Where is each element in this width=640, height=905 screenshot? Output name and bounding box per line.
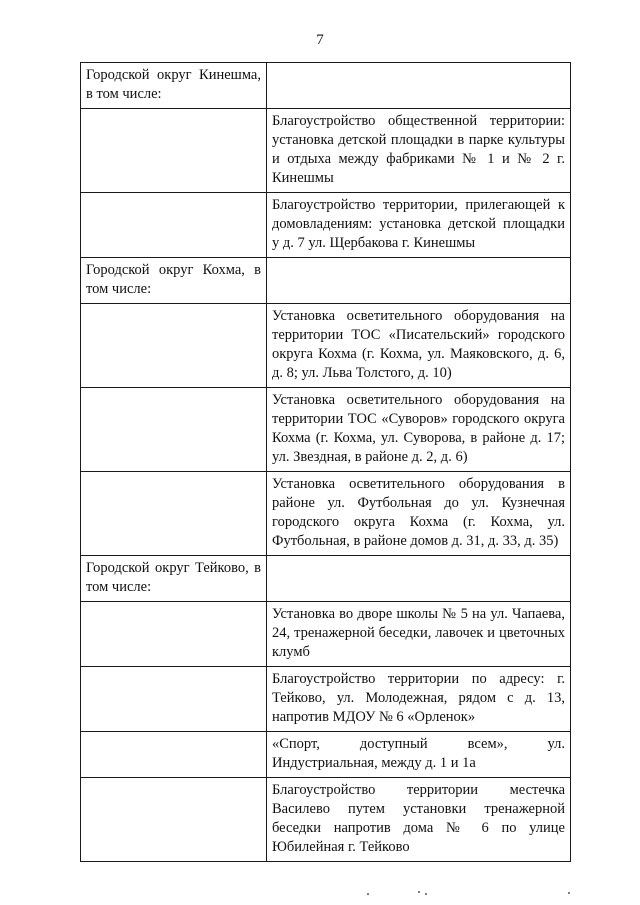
municipality-cell <box>81 472 267 556</box>
municipality-cell <box>81 258 267 304</box>
table-row <box>81 109 571 193</box>
table-row <box>81 556 571 602</box>
municipality-name: Городской округ Кинешма, в том числе: <box>86 67 261 102</box>
table-row <box>81 193 571 258</box>
scan-speck <box>367 893 369 895</box>
project-cell <box>267 667 571 732</box>
project-description: Установка осветительного оборудования в районе ул. Футбольная до ул. Кузнечная городского округа Кохма (г. Кохма, ул. Футбольная, в районе домов д. 31, д. 33, д. 35) <box>272 476 565 549</box>
project-cell <box>267 472 571 556</box>
table-row <box>81 732 571 778</box>
project-description: Установка осветительного оборудования на территории ТОС «Писательский» городского округа Кохма (г. Кохма, ул. Маяковского, д. 6, д. 8; ул. Льва Толстого, д. 10) <box>272 308 565 381</box>
project-description: Благоустройство территории, прилегающей к домовладениям: установка детской площадки у д. 7 ул. Щербакова г. Кинешмы <box>272 197 565 251</box>
table-row <box>81 472 571 556</box>
table-row <box>81 602 571 667</box>
municipality-cell <box>81 304 267 388</box>
project-description: Благоустройство территории местечка Василево путем установки тренажерной беседки напротив дома № 6 по улице Юбилейная г. Тейково <box>272 782 565 855</box>
table-row <box>81 388 571 472</box>
municipality-cell <box>81 732 267 778</box>
scan-speck <box>425 893 427 895</box>
project-cell <box>267 556 571 602</box>
page-number: 7 <box>316 32 324 48</box>
table-row <box>81 667 571 732</box>
table-row <box>81 63 571 109</box>
project-description: «Спорт, доступный всем», ул. Индустриальная, между д. 1 и 1а <box>272 736 565 771</box>
project-cell <box>267 304 571 388</box>
project-cell <box>267 388 571 472</box>
project-cell <box>267 63 571 109</box>
table-row <box>81 778 571 862</box>
municipality-cell <box>81 193 267 258</box>
table-row <box>81 304 571 388</box>
municipality-cell <box>81 109 267 193</box>
table-row <box>81 258 571 304</box>
municipality-cell <box>81 63 267 109</box>
scan-speck <box>418 891 420 893</box>
project-cell <box>267 778 571 862</box>
project-description: Благоустройство территории по адресу: г. Тейково, ул. Молодежная, рядом с д. 13, напротив МДОУ № 6 «Орленок» <box>272 671 565 725</box>
project-description: Установка во дворе школы № 5 на ул. Чапаева, 24, тренажерной беседки, лавочек и цветочных клумб <box>272 606 565 660</box>
project-cell <box>267 258 571 304</box>
municipality-cell <box>81 602 267 667</box>
municipality-name: Городской округ Тейково, в том числе: <box>86 560 261 595</box>
project-cell <box>267 109 571 193</box>
project-description: Благоустройство общественной территории: установка детской площадки в парке культуры и отдыха между фабриками № 1 и № 2 г. Кинешмы <box>272 113 565 186</box>
municipality-cell <box>81 388 267 472</box>
project-cell <box>267 602 571 667</box>
municipality-cell <box>81 556 267 602</box>
project-description: Установка осветительного оборудования на территории ТОС «Суворов» городского округа Кохма (г. Кохма, ул. Суворова, в районе д. 17; ул. Звездная, в районе д. 2, д. 6) <box>272 392 565 465</box>
project-cell <box>267 193 571 258</box>
municipality-cell <box>81 778 267 862</box>
municipality-cell <box>81 667 267 732</box>
municipality-name: Городской округ Кохма, в том числе: <box>86 262 261 297</box>
scan-speck <box>568 892 570 894</box>
project-cell <box>267 732 571 778</box>
municipality-projects-table <box>80 62 571 862</box>
